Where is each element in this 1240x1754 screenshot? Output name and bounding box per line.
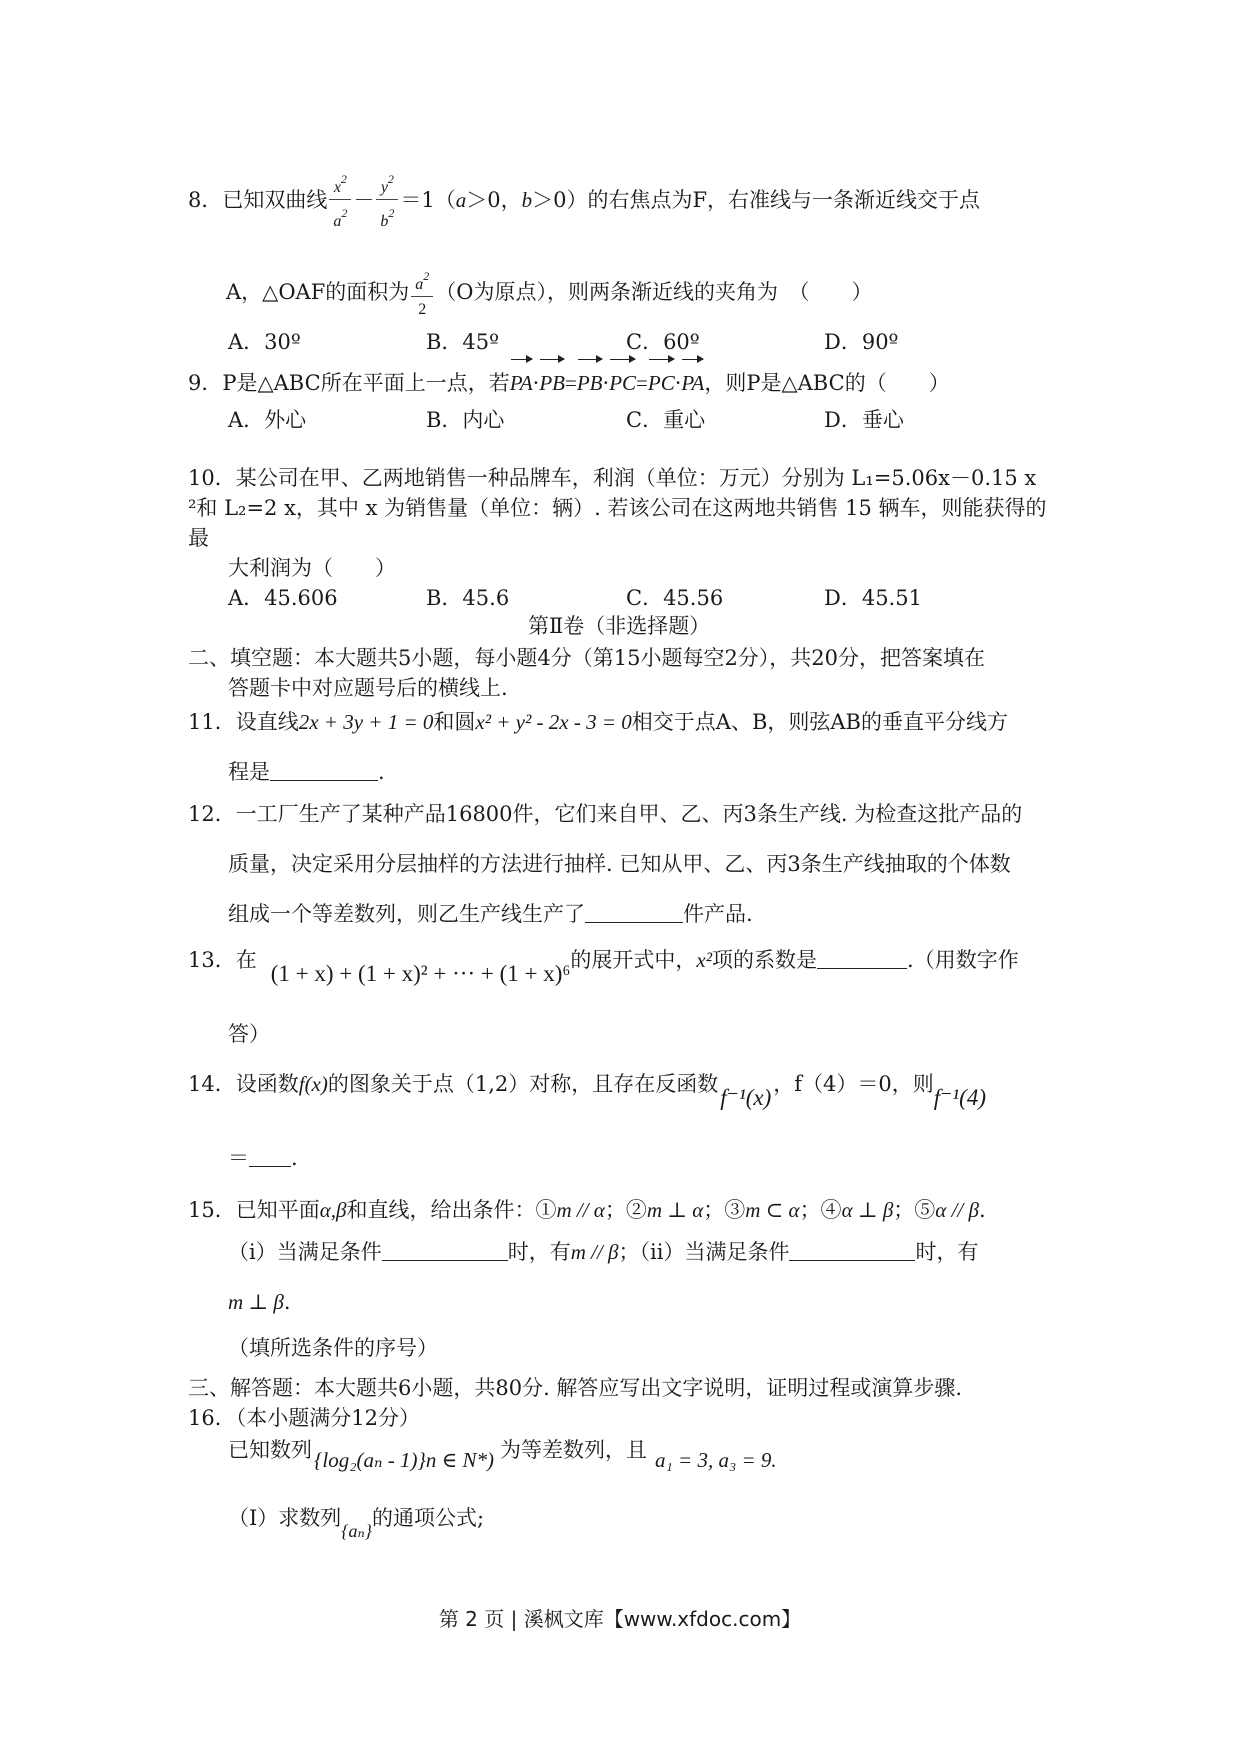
q10-line-2: ²和 L₂=2 x，其中 x 为销售量（单位：辆）. 若该公司在这两地共销售 15 辆车，则能获得的 (188, 496, 1047, 520)
q8-line-1: 8．已知双曲线 $\frac{x^2}{a^2}$ － $\frac{y^2}{b^2}$ ＝1（a＞0，b＞0）的右焦点为F，右准线与一条渐近线交于点 (188, 168, 980, 235)
q15-line-4: （填所选条件的序号） (228, 1336, 438, 1360)
q11-line-1: 11．设直线2x + 3y + 1 = 0和圆x² + y² - 2x - 3 = 0相交于点A、B，则弦AB的垂直平分线方 (188, 710, 1008, 734)
q10-option-a: A．45.606 (228, 586, 338, 610)
q12-line-2: 质量，决定采用分层抽样的方法进行抽样. 已知从甲、乙、丙3条生产线抽取的个体数 (228, 852, 1011, 876)
q16-line-1: 16．（本小题满分12分） (188, 1406, 420, 1430)
x-squared: x² (696, 948, 713, 972)
circle-equation: x² + y² - 2x - 3 = 0 (475, 710, 632, 734)
q10-line-4: 大利润为（ ） (228, 556, 396, 580)
answer-blank-ii[interactable] (789, 1240, 915, 1261)
function-f-of-x: f(x) (298, 1072, 328, 1096)
q8-option-d: D．90º (824, 330, 899, 354)
q16-line-3: （Ⅰ）求数列{aₙ}的通项公式; (228, 1506, 485, 1541)
section-2-instructions-2: 答题卡中对应题号后的横线上. (228, 676, 508, 700)
sequence-condition: a₁ = 3, a₃ = 9. (654, 1448, 777, 1472)
q9-line: 9．P是△ABC所在平面上一点，若PA·PB=PB·PC=PC·PA，则P是△ABC的（ ） (188, 362, 950, 404)
vector-pb: PB (539, 362, 565, 404)
q9-option-c: C．重心 (626, 408, 706, 432)
vector-pa: PA (681, 362, 704, 404)
sequence-an: {aₙ} (341, 1521, 372, 1541)
fraction-y2-b2: $\frac{y^2}{b^2}$ (376, 168, 398, 235)
q9-option-a: A．外心 (228, 408, 307, 432)
vector-pb: PB (577, 362, 603, 404)
section-2-title: 第Ⅱ卷（非选择题） (528, 614, 711, 638)
vector-pc: PC (609, 362, 636, 404)
answer-blank[interactable] (817, 948, 907, 969)
inverse-function-at-4: f⁻¹(4) (933, 1085, 986, 1110)
q10-line-3: 最 (188, 526, 209, 550)
page-footer: 第 2 页 | 溪枫文库【www.xfdoc.com】 (438, 1607, 802, 1631)
condition-3: m ⊂ α (745, 1198, 800, 1222)
q8-line-2: A，△OAF的面积为 $\frac{a^2}{2}$ （O为原点），则两条渐近线的夹角为 （ ） (226, 262, 873, 323)
vector-pc: PC (648, 362, 675, 404)
q12-line-3: 组成一个等差数列，则乙生产线生产了 件产品. (228, 902, 753, 926)
q8-option-a: A．30º (228, 330, 301, 354)
q15-line-2: （i）当满足条件 时，有m // β；（ii）当满足条件 时，有 (228, 1240, 979, 1264)
condition-2: m ⊥ α (646, 1198, 704, 1222)
polynomial-expression: (1 + x) + (1 + x)² + ··· + (1 + x)⁶ (270, 961, 571, 986)
sequence-expression: {log₂(aₙ - 1)}n ∈ N*) (314, 1448, 494, 1472)
inverse-function: f⁻¹(x) (720, 1085, 772, 1110)
q9-option-b: B．内心 (426, 408, 505, 432)
condition-5: α // β (935, 1198, 979, 1222)
line-equation: 2x + 3y + 1 = 0 (298, 710, 434, 734)
answer-blank[interactable] (249, 1146, 291, 1167)
q12-line-1: 12．一工厂生产了某种产品16800件，它们来自甲、乙、丙3条生产线. 为检查这批产品的 (188, 802, 1023, 826)
condition-1: m // α (556, 1198, 605, 1222)
vector-pa: PA (510, 362, 533, 404)
section-2-instructions-1: 二、填空题：本大题共5小题，每小题4分（第15小题每空2分），共20分，把答案填在 (188, 646, 986, 670)
q10-option-d: D．45.51 (824, 586, 922, 610)
fraction-a2-over-2: $\frac{a^2}{2}$ (411, 265, 433, 323)
q11-line-2: 程是 . (228, 760, 385, 784)
section-3-instructions: 三、解答题：本大题共6小题，共80分. 解答应写出文字说明，证明过程或演算步骤. (188, 1376, 963, 1400)
q15-line-1: 15．已知平面α,β和直线，给出条件：①m // α；②m ⊥ α；③m ⊂ α；④α ⊥ β；⑤α // β. (188, 1198, 986, 1222)
q15-line-3: m ⊥ β. (228, 1290, 291, 1314)
q14-line-1: 14．设函数f(x)的图象关于点（1,2）对称，且存在反函数f⁻¹(x)，f（4）＝0，则f⁻¹(4) (188, 1072, 986, 1110)
q8-prefix: 8．已知双曲线 (188, 188, 328, 212)
q13-line-2: 答） (228, 1022, 270, 1046)
answer-blank[interactable] (270, 760, 378, 781)
q13-line-1: 13．在(1 + x) + (1 + x)² + ··· + (1 + x)⁶的展开式中，x²项的系数是 .（用数字作 (188, 948, 1019, 986)
condition-4: α ⊥ β (841, 1198, 894, 1222)
q16-line-2: 已知数列{log₂(aₙ - 1)}n ∈ N*) 为等差数列，且 a₁ = 3, a₃ = 9. (228, 1438, 777, 1472)
answer-blank-i[interactable] (382, 1240, 508, 1261)
q10-line-1: 10．某公司在甲、乙两地销售一种品牌车，利润（单位：万元）分别为 L₁=5.06x－0.15 x (188, 466, 1037, 490)
fraction-x2-a2: $\frac{x^2}{a^2}$ (329, 168, 351, 235)
q10-option-b: B．45.6 (426, 586, 510, 610)
q8-option-b: B．45º (426, 330, 500, 354)
q8-option-c: C．60º (626, 330, 700, 354)
q14-line-2: ＝ . (228, 1146, 298, 1170)
q10-option-c: C．45.56 (626, 586, 724, 610)
q9-option-d: D．垂心 (824, 408, 904, 432)
answer-blank[interactable] (585, 902, 683, 923)
